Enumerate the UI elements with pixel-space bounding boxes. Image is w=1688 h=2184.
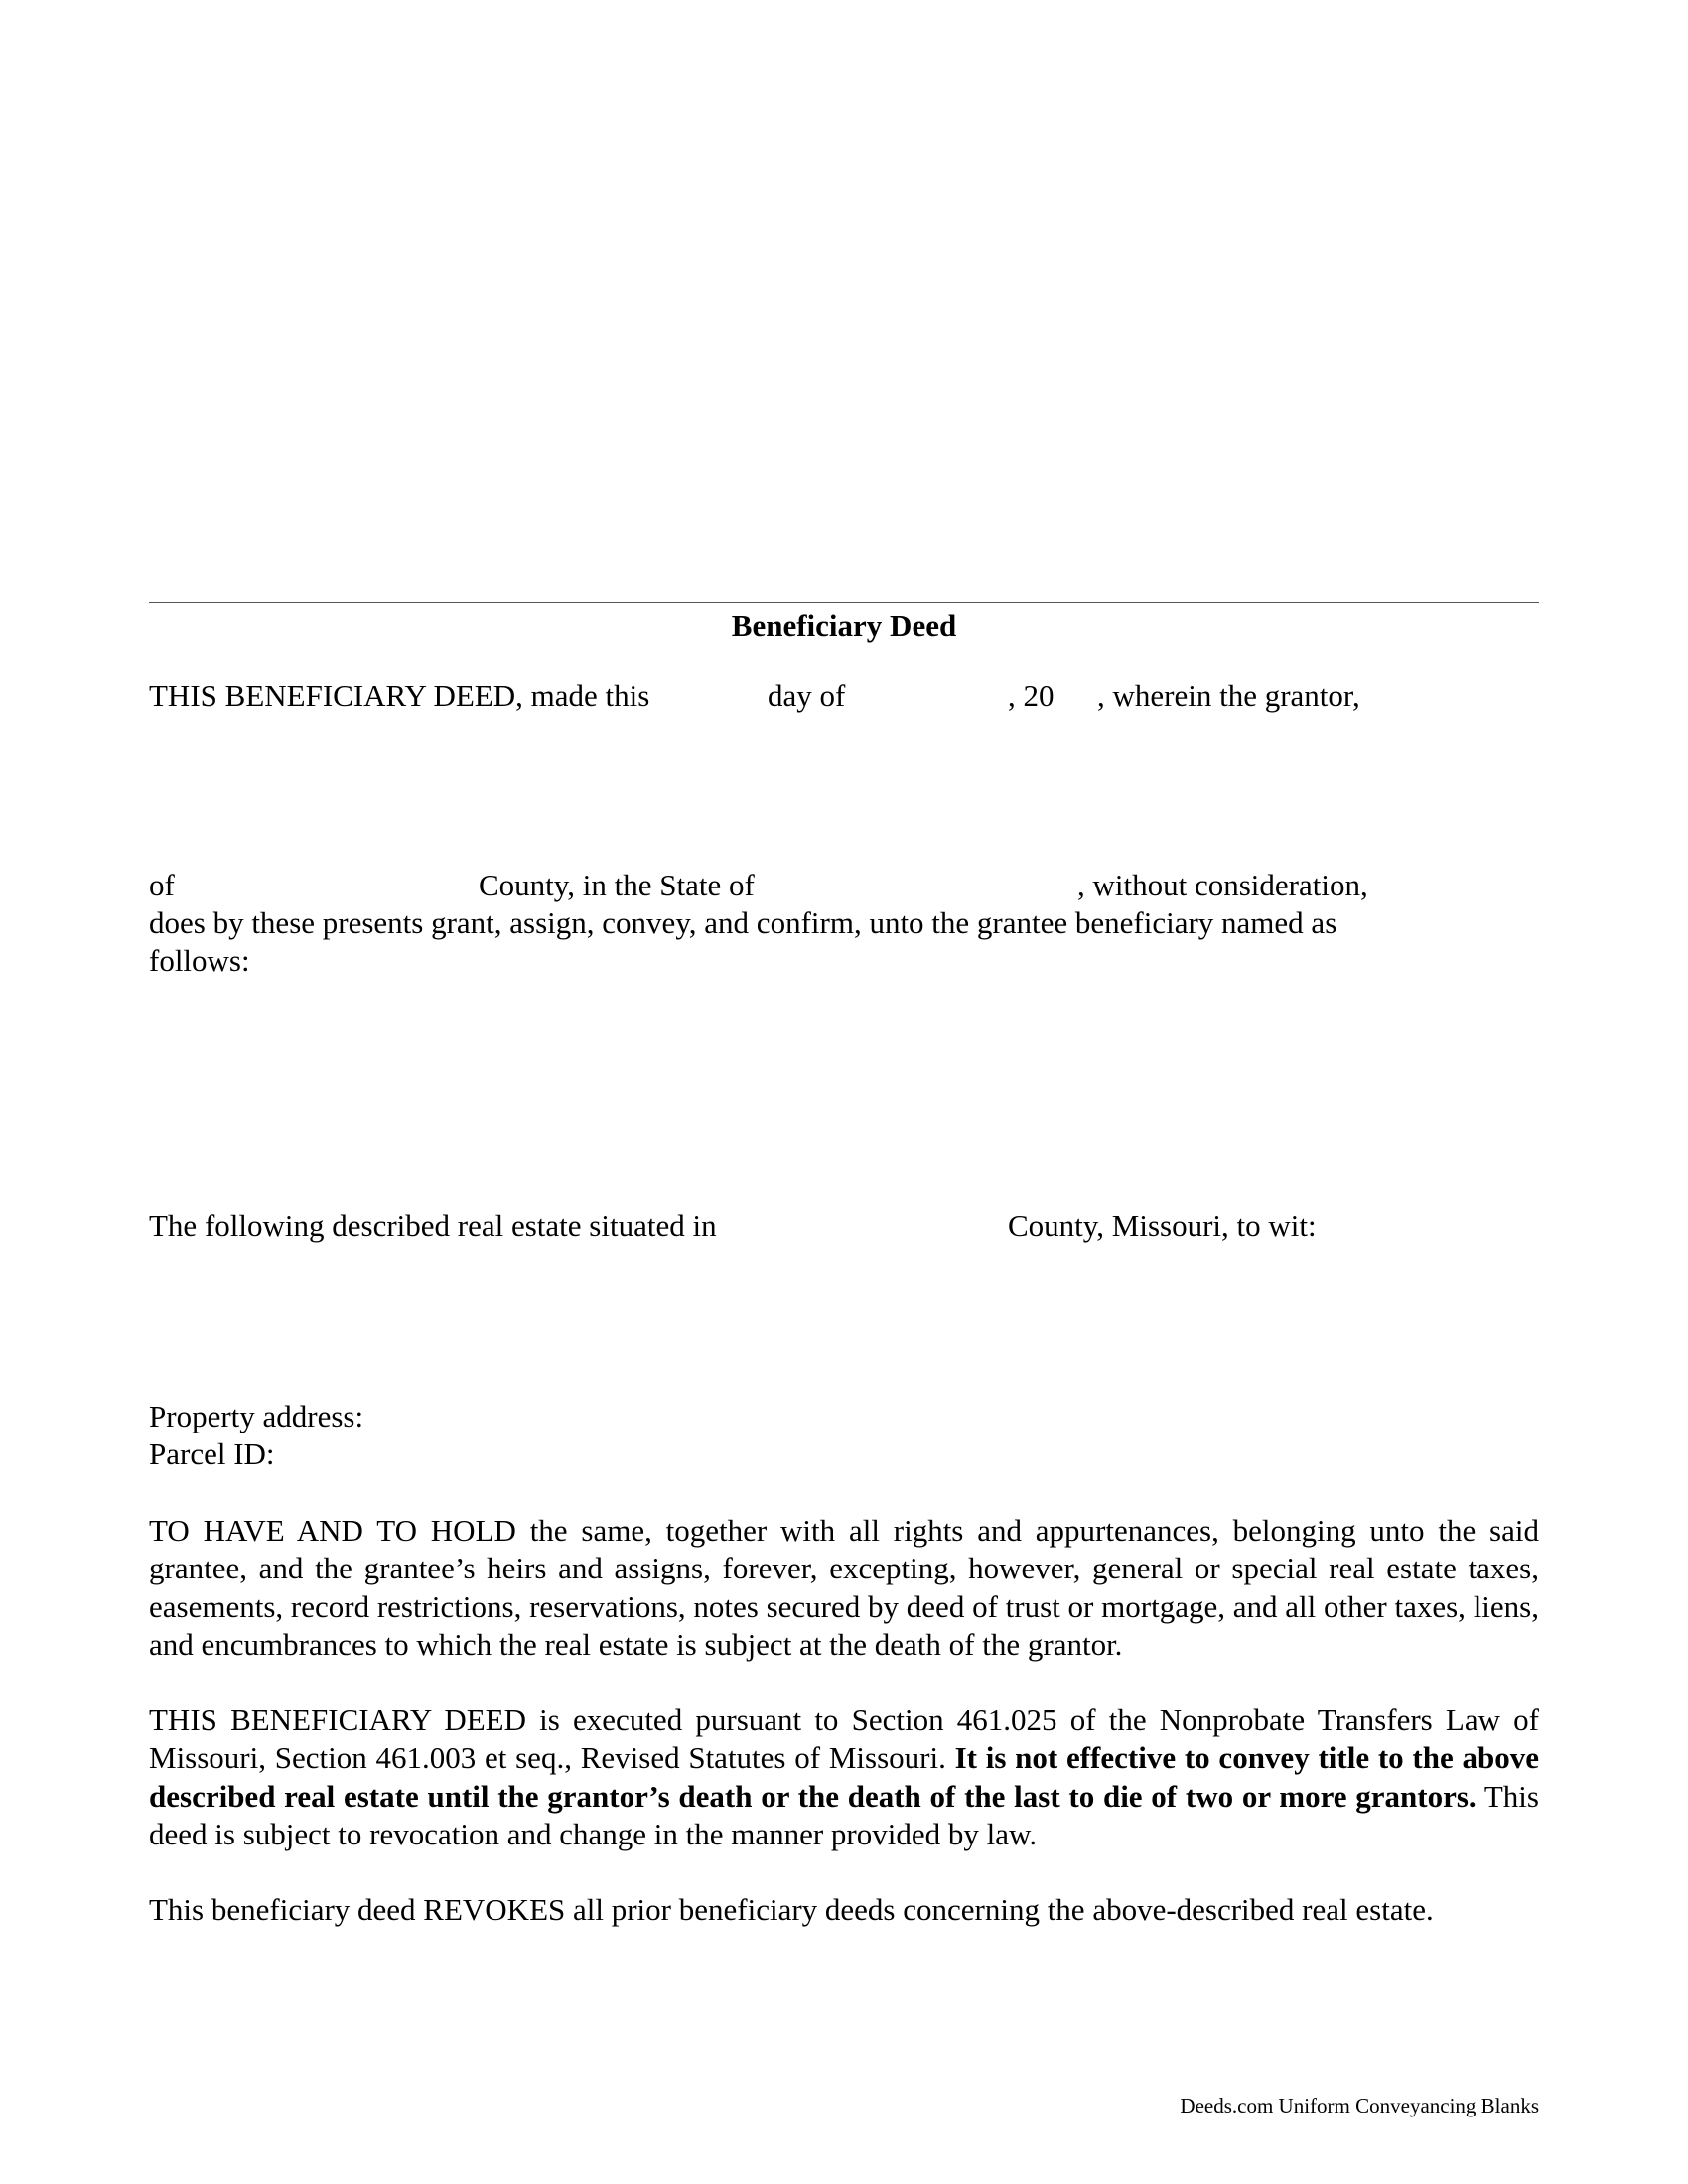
recording-area-divider bbox=[149, 602, 1539, 603]
revocation-paragraph: This beneficiary deed REVOKES all prior beneficiary deeds concerning the above-described real estate. bbox=[149, 1892, 1434, 1927]
statute-paragraph-text-2: This deed is subject to revocation and change in the manner provided by law. bbox=[149, 1778, 1539, 1852]
real-estate-text-2: County, Missouri, to wit: bbox=[1008, 1208, 1317, 1243]
footer-brand: Deeds.com Uniform Conveyancing Blanks bbox=[1180, 2094, 1539, 2117]
grantor-location-text-1: of bbox=[149, 868, 175, 902]
real-estate-text-1: The following described real estate situated in bbox=[149, 1208, 717, 1243]
intro-text-1: THIS BENEFICIARY DEED, made this bbox=[149, 678, 650, 713]
property-address-label: Property address: bbox=[149, 1399, 364, 1433]
grant-text-line-1: does by these presents grant, assign, convey, and confirm, unto the grantee beneficiary named as bbox=[149, 905, 1337, 940]
intro-text-4: , wherein the grantor, bbox=[1097, 678, 1360, 713]
intro-text-2: day of bbox=[768, 678, 846, 713]
statute-paragraph-text-1: THIS BENEFICIARY DEED is executed pursuant to Section 461.025 of the Nonprobate Transfers Law of Missouri, Section 461.003 et seq., Revised Statutes of Missouri. bbox=[149, 1703, 1539, 1776]
statute-paragraph bbox=[149, 1702, 1539, 1854]
grantor-location-text-2: County, in the State of bbox=[479, 868, 755, 902]
statute-paragraph-emphasis: It is not effective to convey title to the above described real estate until the grantor’s death or the death of the last to die of two or more grantors. bbox=[149, 1740, 1539, 1814]
parcel-id-label: Parcel ID: bbox=[149, 1436, 275, 1471]
intro-text-3: , 20 bbox=[1008, 678, 1055, 713]
document-title: Beneficiary Deed bbox=[731, 609, 957, 643]
grantor-location-text-3: , without consideration, bbox=[1077, 868, 1368, 902]
habendum-paragraph: TO HAVE AND TO HOLD the same, together with all rights and appurtenances, belonging unto the said grantee, and the grantee’s heirs and assigns, forever, excepting, however, general or special real estate taxes, easements, record restrictions, reservations, notes secured by deed of trust or mortgage, and all other taxes, liens, and encumbrances to which the real estate is subject at the death of the grantor. bbox=[149, 1513, 1539, 1663]
grant-text-line-2: follows: bbox=[149, 943, 250, 978]
